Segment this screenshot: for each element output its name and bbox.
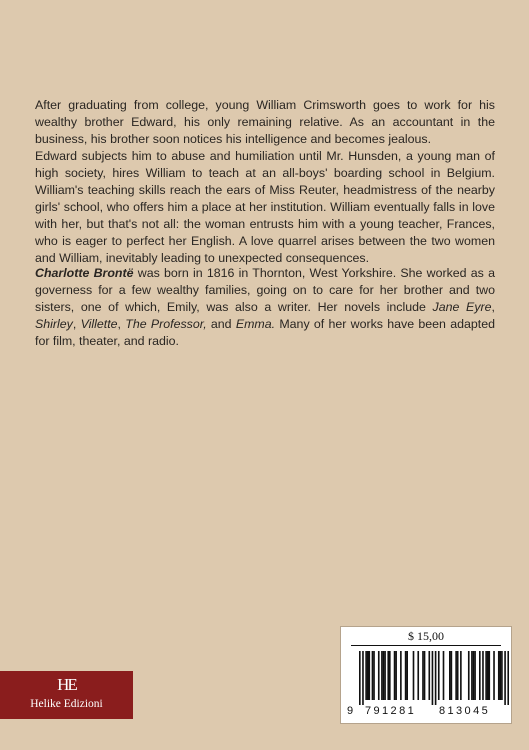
isbn-digits-left: 791281 xyxy=(365,705,417,717)
bio-text-2: Many of her works have been adapted for film, theater, and radio. xyxy=(35,317,495,348)
barcode-panel xyxy=(340,626,512,724)
barcode-bar xyxy=(474,651,476,700)
barcode-bar xyxy=(394,651,396,700)
bio-separator: , xyxy=(72,317,81,331)
barcode-bar xyxy=(400,651,402,700)
publisher-mark: HE xyxy=(57,675,76,694)
barcode-bar xyxy=(381,651,383,700)
barcode-bar xyxy=(387,651,389,700)
barcode-bar xyxy=(438,651,440,700)
barcode-bar xyxy=(479,651,481,700)
bio-separator: , xyxy=(117,317,126,331)
price-label: $ 15,00 xyxy=(408,629,444,643)
synopsis xyxy=(35,97,495,267)
barcode-bar xyxy=(372,651,374,700)
barcode-bar xyxy=(384,651,386,700)
barcode-bar xyxy=(485,651,487,700)
barcode-bar xyxy=(432,651,434,705)
novel-title: The Professor, xyxy=(125,317,207,331)
bio-separator: , xyxy=(491,300,495,314)
bio-separator: and xyxy=(206,317,236,331)
novel-title: Jane Eyre xyxy=(432,300,492,314)
barcode-bar xyxy=(359,651,361,705)
barcode-bar xyxy=(413,651,415,700)
barcode-bar xyxy=(449,651,451,700)
isbn-digit-lead: 9 xyxy=(347,705,354,717)
barcode-bar xyxy=(405,651,407,700)
barcode-bar xyxy=(455,651,457,700)
barcode-bar xyxy=(417,651,419,700)
publisher-name: Helike Edizioni xyxy=(30,698,103,710)
barcode-bar xyxy=(378,651,380,700)
barcode-bar xyxy=(482,651,484,700)
barcode-bar xyxy=(457,651,459,700)
barcode-bar xyxy=(422,651,424,700)
barcode-bar xyxy=(368,651,370,700)
barcode-bar xyxy=(498,651,500,700)
bio-text-1: was born in 1816 in Thornton, West Yorkshire. She worked as a governess for a few wealthy families, going on to care for her brother and two sisters, one of which, Emily, was also a writer. Her novels include xyxy=(35,266,495,314)
barcode-bar xyxy=(435,651,437,705)
barcode-bar xyxy=(493,651,495,700)
price-divider xyxy=(351,645,501,646)
isbn-digits-right: 813045 xyxy=(439,705,491,717)
novel-title: Villette xyxy=(80,317,118,331)
barcode-bar xyxy=(362,651,364,705)
isbn-barcode xyxy=(359,651,509,705)
novel-title: Shirley xyxy=(35,317,73,331)
barcode-bar xyxy=(428,651,430,700)
barcode-bar xyxy=(501,651,503,700)
barcode-bar xyxy=(395,651,397,700)
barcode-bar xyxy=(473,651,475,700)
synopsis-paragraph-2: Edward subjects him to abuse and humiliation until Mr. Hunsden, a young man of high society, hires William to teach at an all-boys' boarding school in Belgium. William's teaching skills reach the ears of Miss Reuter, headmistress of the nearby girls' school, who offers him a place at her institution. William eventually falls in love with her, but that's not all: the woman entrusts him with a young teacher, Frances, who is eager to perfect her English. A love quarrel arises between the two women and William, inevitably leading to unexpected consequences. xyxy=(35,149,495,265)
barcode-bar xyxy=(443,651,445,700)
barcode-bar xyxy=(468,651,470,700)
barcode-bar xyxy=(451,651,453,700)
barcode-bar xyxy=(500,651,502,700)
publisher-logo xyxy=(0,671,133,719)
author-bio xyxy=(35,265,495,350)
barcode-bar xyxy=(389,651,391,700)
barcode-bar xyxy=(504,651,506,705)
author-name: Charlotte Brontë xyxy=(35,266,134,280)
barcode-bar xyxy=(365,651,367,700)
barcode-bar xyxy=(460,651,462,700)
barcode-bar xyxy=(424,651,426,700)
barcode-bar xyxy=(471,651,473,700)
novel-title: Emma. xyxy=(235,317,276,331)
barcode-bar xyxy=(406,651,408,700)
barcode-bar xyxy=(373,651,375,700)
synopsis-paragraph-1: After graduating from college, young William Crimsworth goes to work for his wealthy brother Edward, his only remaining relative. As an accountant in the business, his brother soon notices his intelligence and becomes jealous. xyxy=(35,98,495,146)
barcode-bar xyxy=(487,651,489,700)
barcode-bar xyxy=(488,651,490,700)
barcode-bar xyxy=(507,651,509,705)
barcode-bar xyxy=(367,651,369,700)
barcode-bar xyxy=(383,651,385,700)
